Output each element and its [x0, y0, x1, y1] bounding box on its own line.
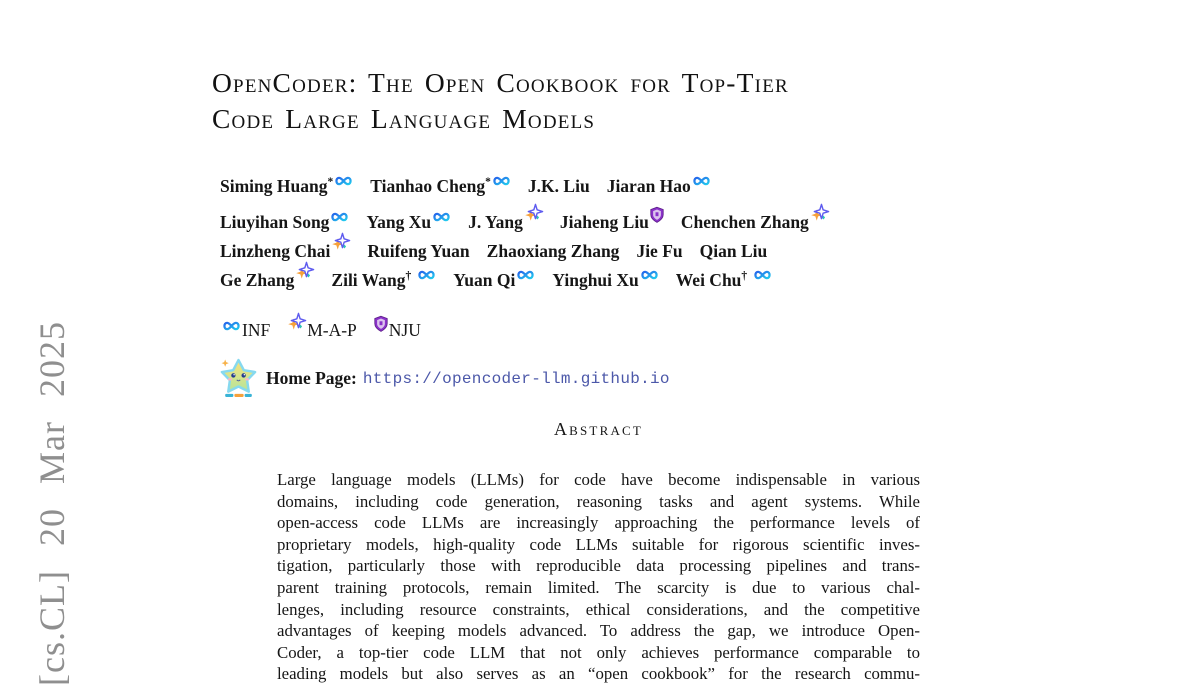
- homepage-label: Home Page:: [266, 368, 357, 388]
- homepage-link[interactable]: https://opencoder-llm.github.io: [362, 369, 670, 388]
- author-name: Jiaran Hao: [607, 176, 711, 196]
- author-name: Jie Fu: [636, 241, 683, 261]
- inf-logo-icon: [432, 211, 451, 223]
- paper-title-line2: Code Large Language Models: [212, 103, 596, 134]
- map-logo-icon: [295, 262, 314, 281]
- affiliation-inf: INF: [221, 320, 270, 340]
- author-name: J. Yang: [468, 212, 543, 232]
- map-logo-icon: [287, 313, 306, 332]
- abstract-line: lenges, including resource constraints, ethical considerations, and the competitive: [277, 599, 920, 619]
- abstract-line: advantages of keeping models advanced. To address the gap, we introduce Open-: [277, 621, 920, 641]
- abstract-heading: Abstract: [553, 419, 644, 439]
- inf-logo-icon: [417, 269, 436, 281]
- inf-logo-icon: [492, 175, 511, 187]
- nju-logo-icon: [650, 207, 664, 223]
- abstract-body: [277, 469, 920, 685]
- author-name: Wei Chu†: [676, 270, 772, 290]
- author-line: [220, 204, 846, 233]
- author-line: [220, 262, 846, 291]
- paper-page: [0, 18, 1200, 686]
- author-name: Tianhao Cheng*: [370, 176, 511, 196]
- affiliation-key: [221, 313, 437, 341]
- abstract-line: leading models but also serves as an “open cookbook” for the research commu-: [277, 664, 920, 684]
- abstract-line: tigation, particularly those with reproducible data processing pipelines and trans-: [277, 556, 920, 576]
- author-name: Zili Wang†: [331, 270, 436, 290]
- affiliation-nju: NJU: [373, 320, 421, 340]
- homepage-row: [218, 358, 670, 399]
- inf-logo-icon: [222, 320, 241, 332]
- author-line: [220, 233, 846, 262]
- inf-logo-icon: [330, 211, 349, 223]
- author-line: [220, 175, 846, 204]
- author-name: Siming Huang*: [220, 176, 353, 196]
- abstract-line: open-access code LLMs are increasingly approaching the performance levels of: [277, 513, 920, 533]
- author-name: Liuyihan Song: [220, 212, 349, 232]
- author-name: Yuan Qi: [453, 270, 535, 290]
- arxiv-banner: [cs.CL] 20 Mar 2025: [32, 321, 72, 686]
- author-block: [220, 175, 846, 291]
- author-name: Qian Liu: [699, 241, 768, 261]
- map-logo-icon: [331, 233, 350, 252]
- map-logo-icon: [524, 204, 543, 223]
- author-name: Ruifeng Yuan: [367, 241, 470, 261]
- map-logo-icon: [810, 204, 829, 223]
- abstract-line: domains, including code generation, reasoning tasks and agent systems. While: [277, 491, 920, 511]
- abstract-line: parent training protocols, remain limited. The scarcity is due to various chal-: [277, 577, 920, 597]
- author-name: Ge Zhang: [220, 270, 314, 290]
- abstract-line: proprietary models, high-quality code LLMs suitable for rigorous scientific inves-: [277, 534, 920, 554]
- nju-logo-icon: [374, 316, 388, 332]
- paper-title: [212, 65, 789, 137]
- inf-logo-icon: [692, 175, 711, 187]
- author-name: Chenchen Zhang: [681, 212, 829, 232]
- author-name: Yang Xu: [366, 212, 451, 232]
- abstract-line: Coder, a top-tier code LLM that not only achieves performance comparable to: [277, 642, 920, 662]
- author-name: Linzheng Chai: [220, 241, 350, 261]
- author-name: Yinghui Xu: [552, 270, 658, 290]
- author-name: Zhaoxiang Zhang: [486, 241, 620, 261]
- inf-logo-icon: [516, 269, 535, 281]
- inf-logo-icon: [640, 269, 659, 281]
- abstract-line: Large language models (LLMs) for code have become indispensable in various: [277, 470, 920, 489]
- opencoder-mascot-icon: [218, 358, 259, 399]
- affiliation-m-a-p: M-A-P: [286, 320, 357, 340]
- inf-logo-icon: [753, 269, 772, 281]
- inf-logo-icon: [334, 175, 353, 187]
- paper-title-line1: OpenCoder: The Open Cookbook for Top-Tier: [212, 67, 789, 98]
- author-name: Jiaheng Liu: [560, 212, 664, 232]
- author-name: J.K. Liu: [527, 176, 590, 196]
